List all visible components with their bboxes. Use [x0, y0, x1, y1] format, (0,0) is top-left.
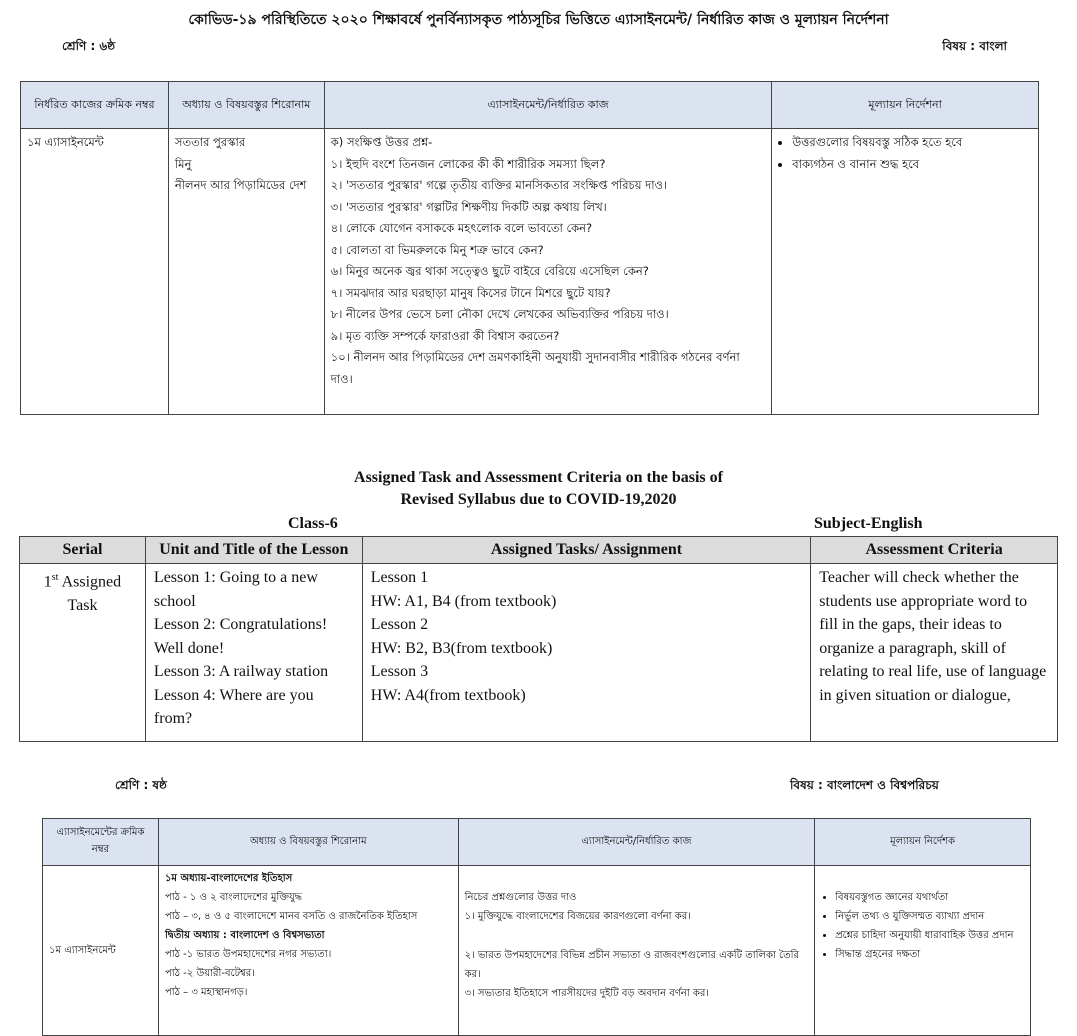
question-item: ১। ইহুদি বংশে তিনজন লোকের কী কী শারীরিক সমস্যা ছিল?	[330, 156, 606, 171]
criteria-cell: Teacher will check whether the students use appropriate word to fill in the gaps, their ideas to organize a paragraph, skill of relating to real life, use of language in given situation or dialogue,	[811, 564, 1058, 742]
column-header: মূল্যায়ন নির্দেশনা	[772, 82, 1039, 129]
bgs-assignment-table	[42, 818, 1031, 1036]
question-item: ৪। লোকে যোগেন বসাককে মহৎলোক বলে ভাবতো কেন?	[330, 221, 593, 235]
criteria-item: • প্রশ্নের চাহিদা অনুযায়ী ধারাবাহিক উত্তর প্রদান	[835, 926, 1024, 945]
question-item: ৩। 'সততার পুরস্কার' গল্পটির শিক্ষণীয় দিকটি অল্প কথায় লিখ।	[330, 199, 607, 214]
criteria-list	[778, 132, 1032, 175]
lesson-title: Lesson 3: A railway station	[153, 663, 329, 680]
lesson-title: সততার পুরস্কার	[174, 135, 246, 149]
lesson-title: পাঠ – ৩ মহাস্থানগড়।	[164, 987, 248, 998]
column-header: অধ্যায় ও বিষয়বস্তুর শিরোনাম	[168, 82, 324, 129]
task-line: HW: A4(from textbook)	[370, 686, 526, 704]
serial-cell	[20, 564, 146, 742]
serial-number: 1	[43, 573, 52, 591]
bangla-assignment-table	[20, 81, 1039, 415]
task-line: Lesson 2	[370, 616, 429, 633]
english-title-line2: Revised Syllabus due to COVID-19,2020	[400, 491, 677, 508]
task-line: HW: B2, B3(from textbook)	[370, 639, 553, 657]
task-item: ১। মুক্তিযুদ্ধে বাংলাদেশের বিজয়ের কারণগুলো বর্ণনা কর।	[464, 911, 691, 922]
bangla-class-label: শ্রেণি : ৬ষ্ঠ	[62, 39, 116, 53]
table-header-row	[20, 537, 1058, 564]
chapter-heading: দ্বিতীয় অধ্যায় : বাংলাদেশ ও বিশ্বসভ্যতা	[164, 930, 325, 941]
question-item: ৫। বোলতা বা ভিমরুলকে মিনু শত্রু ভাবে কেন?	[330, 242, 544, 257]
lesson-title: Lesson 4: Where are you from?	[153, 686, 314, 727]
serial-suffix: st	[51, 572, 59, 583]
task-item: ৩। সভ্যতার ইতিহাসে পারসীয়দের দুইটি বড় অবদান বর্ণনা কর।	[464, 988, 709, 999]
column-header: Assigned Tasks/ Assignment	[362, 537, 810, 564]
lesson-title: Lesson 2: Congratulations! Well done!	[153, 616, 328, 657]
column-header: মূল্যায়ন নির্দেশক	[815, 819, 1031, 866]
task-item: ২। ভারত উপমহাদেশের বিভিন্ন প্রচীন সভ্যতা ও রাজবংশগুলোর একটি তালিকা তৈরি কর।	[464, 950, 799, 980]
serial-cell: ১ম এ্যাসাইনমেন্ট	[21, 129, 169, 415]
chapter-heading: ১ম অধ্যায়-বাংলাদেশের ইতিহাস	[164, 873, 293, 884]
serial-text: Assigned Task	[58, 573, 122, 614]
lesson-title: মিনু	[174, 156, 192, 171]
english-class-label: Class-6	[288, 515, 338, 532]
english-title-line1: Assigned Task and Assessment Criteria on the basis of	[354, 469, 723, 486]
question-item: ১০। নীলনদ আর পিড়ামিডের দেশ ভ্রমণকাহিনী অনুযায়ী সুদানবাসীর শারীরিক গঠনের বর্ণনা দাও।	[330, 350, 740, 386]
table-header-row	[21, 82, 1039, 129]
bangla-title: কোভিড-১৯ পরিস্থিতিতে ২০২০ শিক্ষাবর্ষে পুনর্বিন্যাসকৃত পাঠ্যসূচির ভিত্তিতে এ্যাসাইনমেন্ট/ নির্ধারিত কাজ ও মূল্যায়ন নির্দেশনা	[188, 12, 889, 28]
task-cell	[362, 564, 810, 742]
lesson-title: নীলনদ আর পিড়ামিডের দেশ	[174, 178, 307, 192]
column-header: অধ্যায় ও বিষয়বস্তুর শিরোনাম	[158, 819, 458, 866]
lesson-title: Lesson 1: Going to a new school	[153, 569, 318, 610]
lesson-title: পাঠ -২ উয়ারী-বটেশ্বর।	[164, 968, 255, 979]
criteria-cell	[815, 866, 1031, 1036]
criteria-item: • সিদ্ধান্ত গ্রহনের দক্ষতা	[835, 945, 1024, 964]
lesson-title: পাঠ – ৩, ৪ ও ৫ বাংলাদেশে মানব বসতি ও রাজনৈতিক ইতিহাস	[164, 911, 418, 922]
column-header: এ্যাসাইনমেন্ট/নির্ধারিত কাজ	[458, 819, 815, 866]
criteria-cell	[772, 129, 1039, 415]
column-header: এ্যাসাইনমেন্ট/নির্ধারিত কাজ	[324, 82, 771, 129]
question-item: ২। 'সততার পুরস্কার' গল্পে তৃতীয় ব্যক্তির মানসিকতার সংক্ষিপ্ত পরিচয় দাও।	[330, 178, 668, 192]
lesson-cell	[168, 129, 324, 415]
question-list	[331, 154, 765, 391]
table-row	[21, 129, 1039, 415]
task-heading: ক) সংক্ষিপ্ত উত্তর প্রশ্ন-	[330, 135, 433, 149]
criteria-item: • বাক্যগঠন ও বানান শুদ্ধ হবে	[792, 154, 1032, 176]
column-header: Assessment Criteria	[811, 537, 1058, 564]
column-header: Serial	[20, 537, 146, 564]
table-header-row	[43, 819, 1031, 866]
bgs-class-label: শ্রেণি : ষষ্ঠ	[115, 778, 167, 792]
criteria-item: • বিষয়বস্তুগত জ্ঞানের যথার্থতা	[835, 888, 1024, 907]
question-item: ৭। সমঝদার আর ঘরছাড়া মানুষ কিসের টানে মিশরে ছুটে যায়?	[330, 285, 611, 300]
criteria-list	[821, 888, 1024, 964]
english-subject-label: Subject-English	[814, 515, 923, 532]
column-header: নির্ধরিত কাজের ক্রমিক নম্বর	[21, 82, 169, 129]
task-cell	[324, 129, 771, 415]
lesson-title: পাঠ - ১ ও ২ বাংলাদেশের মুক্তিযুদ্ধ	[164, 892, 303, 903]
criteria-item: • উত্তরগুলোর বিষয়বস্তু সঠিক হতে হবে	[792, 132, 1032, 154]
task-heading: নিচের প্রশ্নগুলোর উত্তর দাও	[464, 892, 577, 903]
task-line: Lesson 1	[370, 569, 429, 586]
criteria-item: • নির্ভুল তথ্য ও যুক্তিসম্মত ব্যাখ্যা প্রদান	[835, 907, 1024, 926]
task-line: HW: A1, B4 (from textbook)	[370, 592, 557, 610]
english-assignment-table	[19, 536, 1058, 742]
lesson-cell	[158, 866, 458, 1036]
table-row	[43, 866, 1031, 1036]
task-cell	[458, 866, 815, 1036]
lesson-title: পাঠ -১ ভারত উপমহাদেশের নগর সভ্যতা।	[164, 949, 332, 960]
question-item: ৮। নীলের উপর ভেসে চলা নৌকা দেখে লেখকের অভিব্যক্তির পরিচয় দাও।	[330, 307, 669, 321]
table-row	[20, 564, 1058, 742]
column-header: এ্যাসাইনমেন্টের ক্রমিক নম্বর	[43, 819, 159, 866]
serial-cell: ১ম এ্যাসাইনমেন্ট	[43, 866, 159, 1036]
column-header: Unit and Title of the Lesson	[145, 537, 362, 564]
question-item: ৬। মিনুর অনেক জ্বর থাকা সত্ত্বেও ছুটে বাইরে বেরিয়ে এসেছিল কেন?	[330, 264, 649, 278]
lesson-cell	[145, 564, 362, 742]
bangla-subject-label: বিষয় : বাংলা	[942, 39, 1007, 53]
bgs-subject-label: বিষয় : বাংলাদেশ ও বিশ্বপরিচয়	[790, 778, 939, 792]
question-item: ৯। মৃত ব্যক্তি সম্পর্কে ফারাওরা কী বিশ্বাস করতেন?	[330, 328, 560, 343]
task-line: Lesson 3	[370, 663, 429, 680]
